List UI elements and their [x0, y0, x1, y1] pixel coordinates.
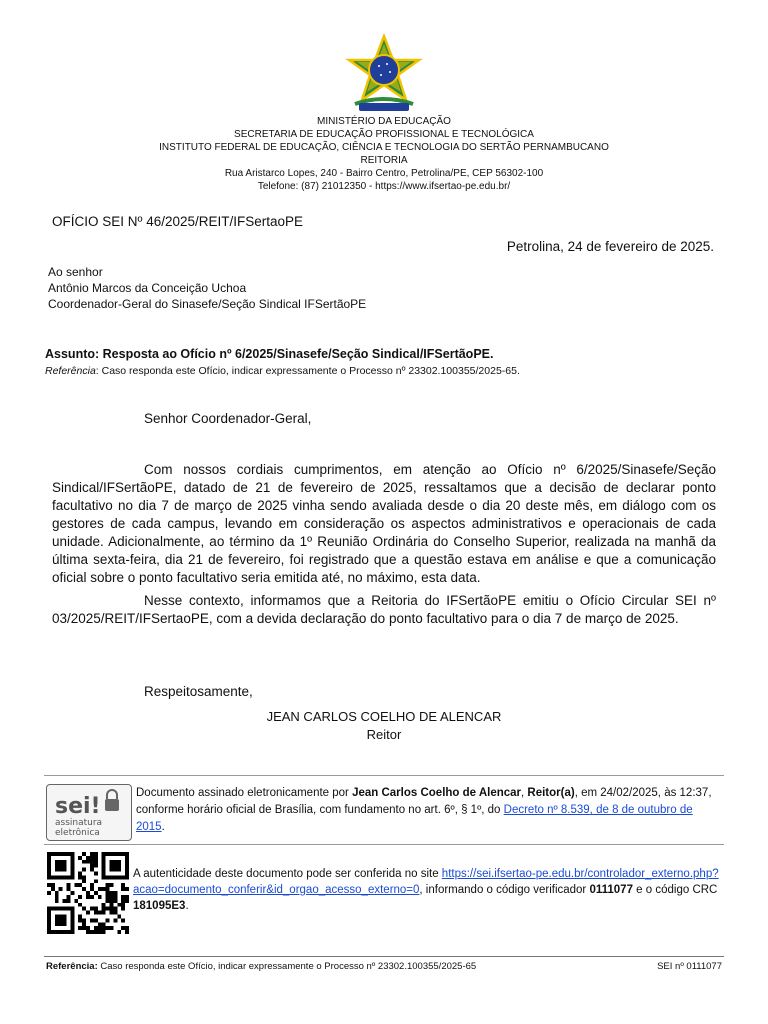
closing: Respeitosamente,	[144, 684, 253, 699]
document-number: OFÍCIO SEI Nº 46/2025/REIT/IFSertaoPE	[52, 214, 304, 229]
coat-of-arms-icon	[341, 34, 427, 114]
authenticity-statement: A autenticidade deste documento pode ser conferida no site https://sei.ifsertao-pe.edu.br/controlador_externo.php?acao=documento_conferir&id_orgao_acesso_externo=0, informando o código verificador 0111077 e o código CRC 181095E3.	[133, 868, 719, 912]
header-contact: Telefone: (87) 21012350 - https://www.ifsertao-pe.edu.br/	[257, 181, 511, 192]
greeting: Senhor Coordenador-Geral,	[144, 411, 312, 426]
place-date: Petrolina, 24 de fevereiro de 2025.	[506, 239, 714, 254]
signer-title: Reitor	[366, 727, 402, 742]
signer-bold: Jean Carlos Coelho de Alencar	[352, 787, 522, 799]
signature-statement: Documento assinado eletronicamente por Jean Carlos Coelho de Alencar, Reitor(a), em 24/02/2025, às 12:37, conforme horário oficial de Brasília, com fundamento no art. 6º, § 1º, do Decreto nº 8.539, de 8 de outubro de 2015.	[136, 787, 712, 833]
header-line: MINISTÉRIO DA EDUCAÇÃO	[317, 116, 451, 127]
svg-text:assinatura: assinatura	[55, 818, 103, 828]
recipient-salutation: Ao senhor	[48, 265, 103, 279]
footer-reference: Referência: Caso responda este Ofício, indicar expressamente o Processo nº 23302.100355/2025-65	[46, 961, 477, 972]
decree-link[interactable]: Decreto nº 8.539, de 8 de outubro de 2015	[136, 804, 693, 833]
verifier-code: 0111077	[589, 884, 633, 896]
signer-name: JEAN CARLOS COELHO DE ALENCAR	[266, 709, 502, 724]
header-address: Rua Aristarco Lopes, 240 - Bairro Centro, Petrolina/PE, CEP 56302-100	[224, 168, 544, 179]
reference-label: Referência	[45, 365, 96, 377]
body-paragraph: Nesse contexto, informamos que a Reitoria do IFSertãoPE emitiu o Ofício Circular SEI nº 03/2025/REIT/IFSertaoPE, com a devida declaração do ponto facultativo para o dia 7 de março de 2025.	[52, 593, 716, 626]
svg-text:sei!: sei!	[55, 794, 101, 819]
letterhead	[0, 115, 768, 193]
body-paragraph: Com nossos cordiais cumprimentos, em atenção ao Ofício nº 6/2025/Sinasefe/Seção Sindical/IFSertãoPE, datado de 21 de fevereiro de 2025, ressaltamos que a decisão de declarar ponto facultativo no dia 7 de março de 2025 vinha sendo avaliada desde o dia 20 deste mês, em diálogo com os gestores de cada campus, levando em consideração os aspectos administrativos e operacionais de cada unidade. Adicionalmente, ao término da 1º Reunião Ordinária do Conselho Superior, realizada na manhã da última sexta-feira, dia 21 de fevereiro, foi registrado que a questão estava em análise e que a comunicação oficial sobre o ponto facultativo seria emitida até, no máximo, esta data.	[52, 462, 716, 585]
recipient-name: Antônio Marcos da Conceição Uchoa	[48, 281, 247, 295]
sei-signature-icon	[47, 785, 131, 840]
divider	[44, 775, 724, 776]
header-line: INSTITUTO FEDERAL DE EDUCAÇÃO, CIÊNCIA E TECNOLOGIA DO SERTÃO PERNAMBUCANO	[159, 142, 609, 153]
svg-text:eletrônica: eletrônica	[55, 828, 100, 838]
reference-text: : Caso responda este Ofício, indicar expressamente o Processo nº 23302.100355/2025-65.	[95, 365, 520, 377]
recipient-block	[48, 264, 366, 312]
verification-link[interactable]: https://sei.ifsertao-pe.edu.br/controlador_externo.php?acao=documento_conferir&id_orgao_acesso_externo=0	[133, 868, 719, 896]
subject-line: Assunto: Resposta ao Ofício nº 6/2025/Sinasefe/Seção Sindical/IFSertãoPE.	[45, 347, 494, 361]
divider	[44, 844, 724, 845]
reference-line	[45, 365, 520, 377]
recipient-role: Coordenador-Geral do Sinasefe/Seção Sindical IFSertãoPE	[48, 297, 367, 311]
signer-block	[0, 708, 768, 744]
header-line: SECRETARIA DE EDUCAÇÃO PROFISSIONAL E TECNOLÓGICA	[234, 129, 534, 140]
qr-code-icon	[47, 852, 129, 934]
footer-divider	[44, 956, 724, 957]
header-line: REITORIA	[360, 155, 408, 166]
footer-sei-number: SEI nº 0111077	[657, 961, 722, 972]
crc-code: 181095E3	[133, 900, 186, 912]
sei-logo	[46, 784, 132, 841]
role-bold: Reitor(a)	[527, 787, 575, 799]
